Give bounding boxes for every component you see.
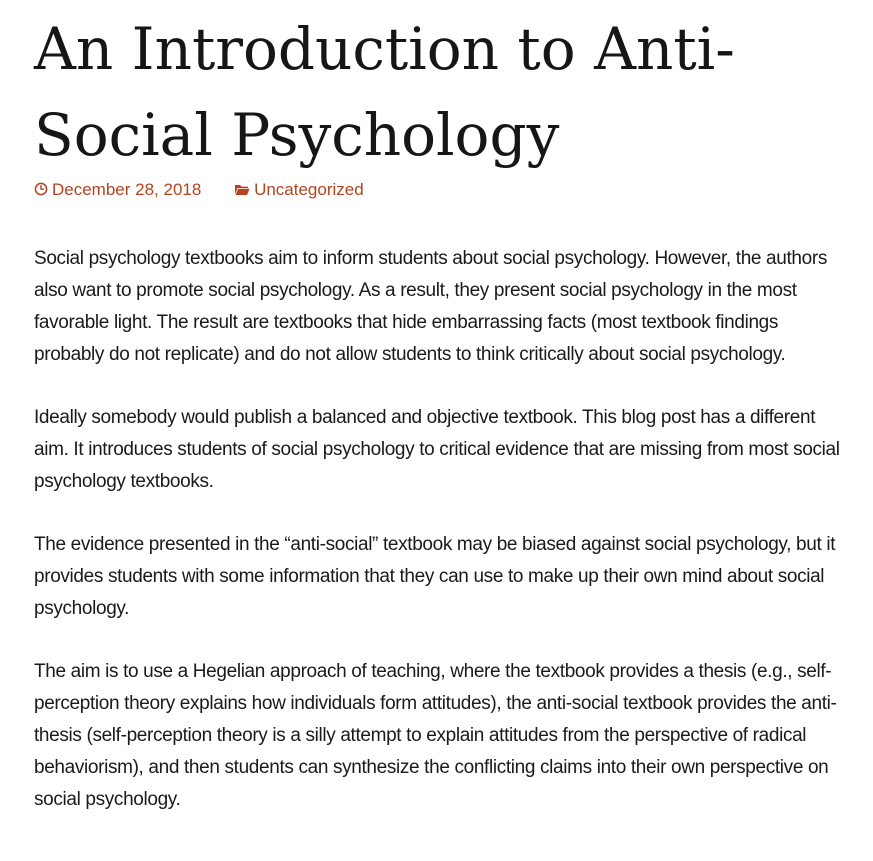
post-paragraph: The aim is to use a Hegelian approach of teaching, where the textbook provides a thesis (e.g., self-perception theory explains how individuals form attitudes), the anti-social textbook provides the anti-thesis (self-perception theory is a silly attempt to explain attitudes from the perspective of radical behaviorism), and then students can synthesize the conflicting claims into their own perspective on social psychology. <box>34 661 837 810</box>
post-paragraph: The evidence presented in the “anti-social” textbook may be biased against social psychology, but it provides students with some information that they can use to make up their own mind about social psychology. <box>34 534 836 619</box>
post-category-link[interactable] <box>234 178 364 202</box>
post-paragraph: Ideally somebody would publish a balanced and objective textbook. This blog post has a different aim. It introduces students of social psychology to critical evidence that are missing from most social psychology textbooks. <box>34 407 840 492</box>
folder-icon <box>234 179 250 203</box>
post-paragraph: Social psychology textbooks aim to inform students about social psychology. However, the authors also want to promote social psychology. As a result, they present social psychology in the most favorable light. The result are textbooks that hide embarrassing facts (most textbook findings probably do not replicate) and do not allow students to think critically about social psychology. <box>34 248 827 365</box>
post-meta <box>34 178 364 202</box>
clock-icon <box>34 179 48 203</box>
post-date-link[interactable] <box>34 178 201 202</box>
post-date: December 28, 2018 <box>52 180 202 199</box>
post-content <box>34 243 849 847</box>
post-category: Uncategorized <box>254 180 364 199</box>
post-title: An Introduction to Anti-Social Psychology <box>34 15 735 169</box>
